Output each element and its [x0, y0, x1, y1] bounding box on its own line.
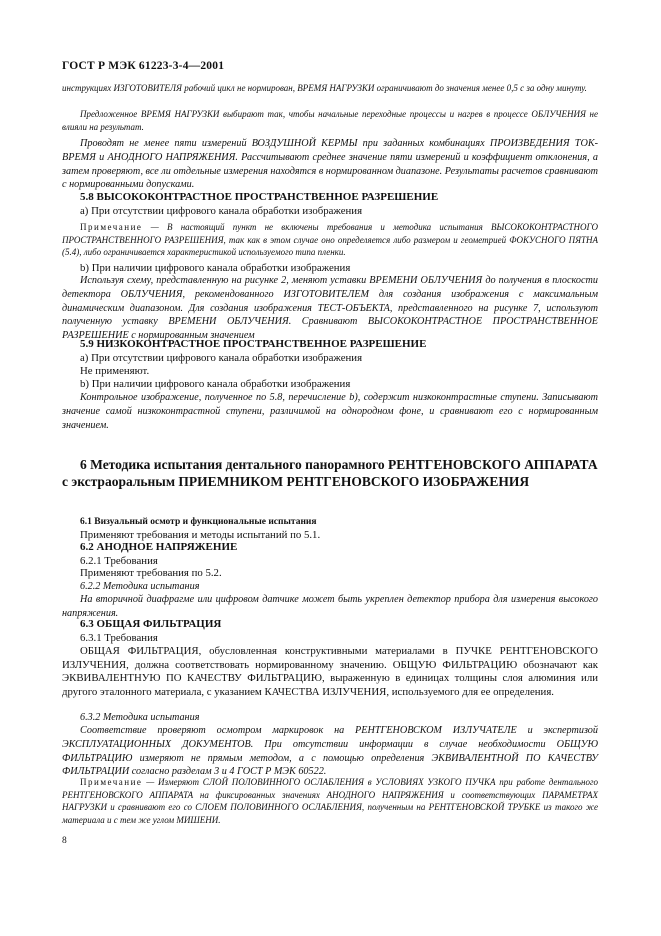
section-6-heading: 6 Методика испытания дентального панорамного РЕНТГЕНОВСКОГО АППАРАТА с экстраоральным ПРИЕМНИКОМ РЕНТГЕНОВСКОГО ИЗОБРАЖЕНИЯ	[62, 457, 598, 489]
section-5-9-body: Контрольное изображение, полученное по 5.8, перечисление b), содержит низкоконтрастные ступени. Записывают значение самой низкоконтрастной ступени, различимой на однородном фоне, и сравнивают его с нормированным значением.	[62, 392, 598, 431]
section-5-8-body: Используя схему, представленную на рисунке 2, меняют уставки ВРЕМЕНИ ОБЛУЧЕНИЯ до получения в плоскости детектора ОБЛУЧЕНИЯ, рекомендованного ИЗГОТОВИТЕЛЕМ для создания изображения с максимальным динамическим диапазоном. Для создания изображения ТЕСТ-ОБЪЕКТА, представленного на рисунке 7, используют полученную уставку ВРЕМЕНИ ОБЛУЧЕНИЯ. Сравнивают ВЫСОКОКОНТРАСТНОЕ ПРОСТРАНСТВЕННОЕ РАЗРЕШЕНИЕ с нормированным значением	[62, 275, 598, 342]
section-6-3-heading: 6.3 ОБЩАЯ ФИЛЬТРАЦИЯ	[80, 618, 222, 630]
section-5-8-heading: 5.8 ВЫСОКОКОНТРАСТНОЕ ПРОСТРАНСТВЕННОЕ РАЗРЕШЕНИЕ	[80, 191, 439, 203]
section-6-2-heading: 6.2 АНОДНОЕ НАПРЯЖЕНИЕ	[80, 541, 238, 553]
section-6-2-1-body: Применяют требования по 5.2.	[80, 567, 222, 579]
section-6-3-2-heading: 6.3.2 Методика испытания	[80, 712, 200, 723]
intro-paragraph-3: Проводят не менее пяти измерений ВОЗДУШНОЙ КЕРМЫ при заданных комбинациях ПРОИЗВЕДЕНИЯ ТОК-ВРЕМЯ и АНОДНОГО НАПРЯЖЕНИЯ. Рассчитывают среднее значение пяти измерений и коэффициент отклонения, а затем проверяют, все ли отдельные измерения находятся в нормированном диапазоне. Результаты расчетов сравнивают с нормированными допусками.	[62, 138, 598, 191]
section-5-8-item-a: a) При отсутствии цифрового канала обработки изображения	[80, 205, 363, 217]
section-6-2-2-body: На вторичной диафрагме или цифровом датчике может быть укреплен детектор прибора для измерения высокого напряжения.	[62, 594, 598, 619]
section-5-8-item-b: b) При наличии цифрового канала обработки изображения	[80, 262, 351, 274]
note-text: — Измеряют СЛОЙ ПОЛОВИННОГО ОСЛАБЛЕНИЯ в УСЛОВИЯХ УЗКОГО ПУЧКА при работе дентального РЕНТГЕНОВСКОГО АППАРАТА на фиксированных значениях АНОДНОГО НАПРЯЖЕНИЯ и соответствующих ПАРАМЕТРАХ НАГРУЗКИ и сравнивают его со СЛОЕМ ПОЛОВИННОГО ОСЛАБЛЕНИЯ, полученным на РЕНТГЕНОВСКОЙ ТРУБКЕ из такого же материала и с тем же углом МИШЕНИ.	[62, 777, 598, 825]
intro-paragraph-1: инструкциях ИЗГОТОВИТЕЛЯ рабочий цикл не нормирован, ВРЕМЯ НАГРУЗКИ ограничивают до значения менее 0,5 с за одну минуту.	[62, 83, 587, 93]
intro-paragraph-2: Предложенное ВРЕМЯ НАГРУЗКИ выбирают так, чтобы начальные переходные процессы и нагрев в процессе ОБЛУЧЕНИЯ не влияли на результат.	[62, 109, 598, 132]
section-6-3-2-body: Соответствие проверяют осмотром маркировок на РЕНТГЕНОВСКОМ ИЗЛУЧАТЕЛЕ и экспертизой ЭКСПЛУАТАЦИОННЫХ ДОКУМЕНТОВ. При отсутствии информации в случае необходимости ОБЩУЮ ФИЛЬТРАЦИЮ измеряют не прямым методом, а с помощью определения ЭКВИВАЛЕНТНОЙ ПО КАЧЕСТВУ ФИЛЬТРАЦИИ согласно разделам 3 и 4 ГОСТ Р МЭК 60522.	[62, 725, 598, 778]
document-header: ГОСТ Р МЭК 61223-3-4—2001	[62, 60, 225, 72]
section-5-9-heading: 5.9 НИЗКОКОНТРАСТНОЕ ПРОСТРАНСТВЕННОЕ РАЗРЕШЕНИЕ	[80, 338, 427, 350]
section-6-1-heading: 6.1 Визуальный осмотр и функциональные испытания	[80, 517, 317, 527]
section-5-9-not-applied: Не применяют.	[80, 365, 150, 377]
section-6-3-note	[62, 776, 598, 826]
section-5-8-note	[62, 221, 598, 259]
note-text: — В настоящий пункт не включены требования и методика испытания ВЫСОКОКОНТРАСТНОГО ПРОСТРАНСТВЕННОГО РАЗРЕШЕНИЯ, так как в этом случае оно определяется либо размером и геометрией ФОКУСНОГО ПЯТНА (5.4), либо ограничивается характеристикой используемого типа пленки.	[62, 222, 598, 257]
section-6-2-1-heading: 6.2.1 Требования	[80, 555, 158, 567]
section-6-3-1-body: ОБЩАЯ ФИЛЬТРАЦИЯ, обусловленная конструктивными материалами в ПУЧКЕ РЕНТГЕНОВСКОГО ИЗЛУЧЕНИЯ, должна соответствовать нормированному значению. ОБЩУЮ ФИЛЬТРАЦИЮ обозначают как ЭКВИВАЛЕНТНУЮ ПО КАЧЕСТВУ ФИЛЬТРАЦИЮ, выраженную в единицах толщины слоя алюминия или другого эталонного материала, с указанием КАЧЕСТВА ИЗЛУЧЕНИЯ, используемого для ее определения.	[62, 645, 598, 698]
page-number: 8	[62, 836, 67, 846]
section-5-9-item-a: a) При отсутствии цифрового канала обработки изображения	[80, 352, 363, 364]
note-label: Примечание	[80, 222, 143, 232]
section-6-2-2-heading: 6.2.2 Методика испытания	[80, 581, 200, 592]
section-6-1-body: Применяют требования и методы испытаний по 5.1.	[80, 529, 321, 541]
note-label: Примечание	[80, 777, 143, 787]
section-5-9-item-b: b) При наличии цифрового канала обработки изображения	[80, 378, 351, 390]
section-6-3-1-heading: 6.3.1 Требования	[80, 632, 158, 644]
